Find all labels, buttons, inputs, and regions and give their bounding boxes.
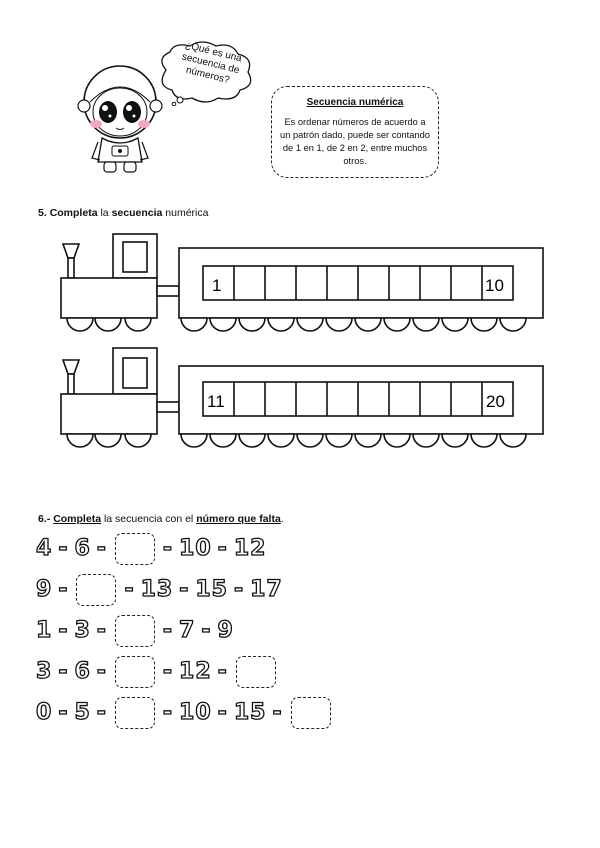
sequence-number: 17 <box>250 577 283 602</box>
sequence-dash: - <box>58 700 69 725</box>
sequence-number: 5 <box>74 700 91 725</box>
sequence-dash: - <box>162 536 174 561</box>
answer-blank-box[interactable] <box>115 615 155 647</box>
sequence-number: 3 <box>36 659 53 684</box>
answer-blank-box[interactable] <box>115 697 155 729</box>
definition-box <box>271 86 439 178</box>
sequence-dash: - <box>217 536 228 561</box>
section-5-text-numerica: numérica <box>165 207 209 219</box>
sequence-dash: - <box>233 577 245 602</box>
sequence-dash: - <box>179 577 190 602</box>
sequence-number: 12 <box>179 659 212 684</box>
sequence-dash: - <box>217 700 228 725</box>
sequence-row-5 <box>36 696 333 730</box>
section-6-period: . <box>280 513 284 525</box>
section-6-bold-numero-que-falta: número que falta <box>196 513 281 525</box>
sequence-dash: - <box>162 700 174 725</box>
section-5-number: 5. <box>38 207 47 219</box>
sequence-number: 9 <box>217 618 234 643</box>
sequence-dash: - <box>58 536 69 561</box>
answer-blank-box[interactable] <box>115 533 155 565</box>
section-6-number: 6.- <box>38 513 51 525</box>
sequence-dash: - <box>58 577 69 602</box>
sequence-dash: - <box>96 618 107 643</box>
sequence-number: 0 <box>36 700 53 725</box>
sequence-row-4 <box>36 655 278 689</box>
train-sequence-1-10 <box>55 230 555 340</box>
sequence-number: 15 <box>233 700 267 725</box>
sequence-dash: - <box>217 659 228 684</box>
section-5-bold-completa: Completa <box>49 207 98 219</box>
sequence-number: 13 <box>140 577 174 602</box>
sequence-row-1 <box>36 532 266 566</box>
sequence-dash: - <box>58 659 69 684</box>
sequence-row-2 <box>36 573 283 607</box>
section-5-heading <box>38 207 208 219</box>
sequence-number: 10 <box>179 700 212 725</box>
answer-blank-box[interactable] <box>291 697 331 729</box>
sequence-number: 10 <box>179 536 212 561</box>
train-2-end-number: 20 <box>486 392 505 411</box>
definition-body: Es ordenar números de acuerdo a un patrón dado, puede ser contando de 1 en 1, de 2 en 2, entre muchos otros. <box>280 117 430 166</box>
definition-title: Secuencia numérica <box>306 97 404 108</box>
train-2-start-number: 11 <box>207 392 225 411</box>
train-1-start-number: 1 <box>212 276 222 295</box>
sequence-number: 7 <box>179 618 196 643</box>
answer-blank-box[interactable] <box>76 574 116 606</box>
section-6-text: la secuencia con el <box>103 513 194 525</box>
sequence-dash: - <box>162 659 174 684</box>
sequence-dash: - <box>162 618 174 643</box>
sequence-number: 1 <box>36 618 53 643</box>
answer-blank-box[interactable] <box>236 656 276 688</box>
sequence-number: 3 <box>74 618 91 643</box>
sequence-dash: - <box>201 618 212 643</box>
section-6-heading <box>38 513 284 525</box>
sequence-dash: - <box>96 536 107 561</box>
sequence-number: 12 <box>233 536 267 561</box>
section-5-bold-secuencia: secuencia <box>111 207 163 219</box>
section-6-bold-completa: Completa <box>53 513 102 525</box>
sequence-dash: - <box>272 700 283 725</box>
sequence-row-3 <box>36 614 234 648</box>
sequence-dash: - <box>124 577 135 602</box>
train-sequence-11-20 <box>55 342 555 452</box>
sequence-dash: - <box>96 700 107 725</box>
sequence-number: 4 <box>36 536 53 561</box>
sequence-number: 6 <box>74 536 91 561</box>
speech-bubble-text: ¿Qué es una secuencia de números? <box>180 39 243 87</box>
sequence-dash: - <box>96 659 107 684</box>
sequence-number: 6 <box>74 659 91 684</box>
train-1-end-number: 10 <box>485 276 504 295</box>
section-5-text-la: la <box>100 207 109 219</box>
sequence-dash: - <box>58 618 69 643</box>
sequence-number: 15 <box>195 577 228 602</box>
sequence-number: 9 <box>36 577 53 602</box>
answer-blank-box[interactable] <box>115 656 155 688</box>
